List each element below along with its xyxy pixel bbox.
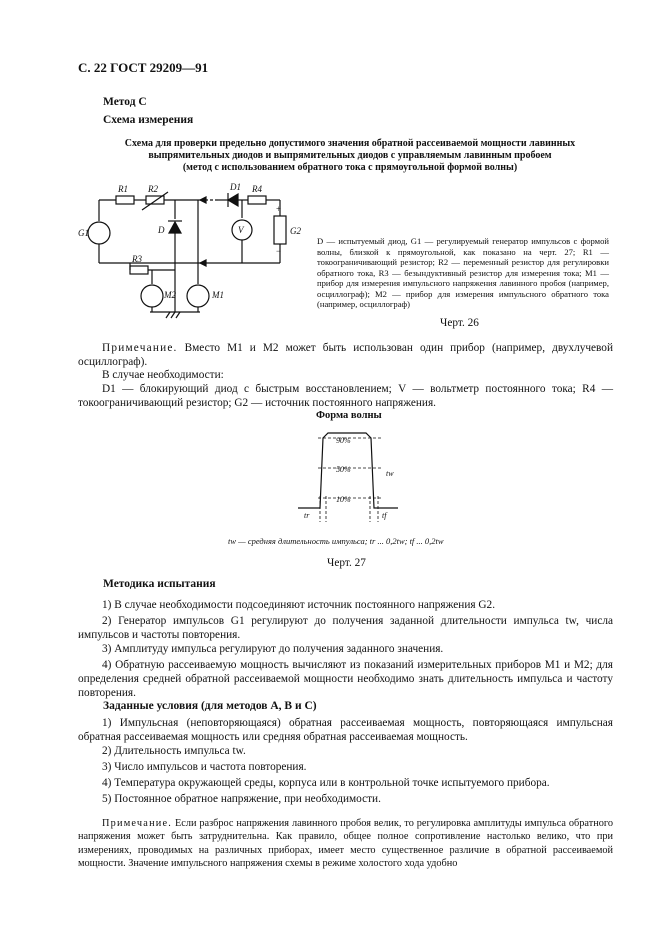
svg-text:D1: D1 [230, 182, 241, 192]
svg-text:G1: G1 [78, 228, 89, 238]
conditions-item-4: 4) Температура окружающей среды, корпуса или в контрольной точке испытуемого прибора. [102, 777, 550, 789]
procedure-title: Методика испытания [103, 578, 216, 590]
svg-text:V: V [238, 225, 244, 235]
note2 [78, 817, 613, 871]
procedure-item-4: 4) Обратную рассеиваемую мощность вычисляют из показаний измерительных приборов M1 и M2; для определения средней обратной рассеиваемой мощности необходимо знать длительность импульса и частоту повторения. [78, 659, 613, 699]
scheme-title: Схема измерения [103, 114, 194, 126]
procedure-item-2: 2) Генератор импульсов G1 регулируют до получения заданной длительности импульса tw, числа импульсов и частоты повторения. [78, 615, 613, 641]
note1-line2: В случае необходимости: [102, 369, 224, 381]
svg-text:tf: tf [382, 511, 387, 520]
figure26-label: Черт. 26 [440, 317, 479, 329]
figure26-caption-line2: выпрямительных диодов и выпрямительных диодов с управляемым лавинным пробоем [148, 150, 552, 161]
svg-text:50%: 50% [336, 465, 351, 474]
svg-text:90%: 90% [336, 436, 351, 445]
note1-label: Примечание. [102, 342, 178, 354]
resistor-r4 [248, 196, 266, 204]
resistor-r1 [116, 196, 134, 204]
note2-label: Примечание. [102, 818, 173, 829]
conditions-title: Заданные условия (для методов А, В и С) [103, 700, 317, 712]
figure26-legend: D — испытуемый диод, G1 — регулируемый генератор импульсов с формой волны, близкой к прямоугольной, как показано на черт. 27; R1 — токоограничивающий резистор; R2 — переменный резистор для регулировки обратного тока, R3 — безындуктивный резистор для измерения тока; M1 — прибор для измерения импульсного напряжения лавинного пробоя (например, осциллограф); M2 — прибор для измерения импульсного обратного тока (например, осциллограф) [317, 236, 609, 309]
figure26-caption-line1: Схема для проверки предельно допустимого значения обратной рассеиваемой мощности лавинных [124, 138, 576, 149]
figure27-label: Черт. 27 [327, 557, 366, 569]
svg-text:+: + [276, 204, 282, 214]
note2-text: Если разброс напряжения лавинного пробоя велик, то регулировка амплитуды импульса обратного напряжения может быть затруднительна. Как правило, общее полное сопротивление настолько велико, что при измерениях, проводимых на различных приборах, имеет место существенное различие в обратной рассеиваемой мощности. Значение импульсного напряжения схемы в режиме холостого хода удобно [78, 818, 613, 870]
svg-text:R3: R3 [132, 254, 142, 264]
conditions-item-2: 2) Длительность импульса tw. [102, 745, 246, 757]
svg-text:tr: tr [304, 511, 310, 520]
circuit-diagram [70, 178, 310, 328]
figure26-caption-line3: (метод с использованием обратного тока с прямоугольной формой волны) [182, 162, 518, 173]
note1-text: Вместо M1 и M2 может быть использован один прибор (например, двухлучевой осциллограф). [78, 342, 613, 368]
svg-text:R1: R1 [118, 184, 128, 194]
svg-text:tw: tw [386, 469, 394, 478]
diode-d [169, 222, 181, 233]
note1-line3: D1 — блокирующий диод с быстрым восстановлением; V — вольтметр постоянного тока; R4 — токоограничивающий резистор; G2 — источник постоянного напряжения. [78, 383, 613, 409]
meter-m1 [187, 285, 209, 307]
method-title: Метод С [103, 96, 147, 108]
page-header: С. 22 ГОСТ 29209—91 [78, 60, 209, 75]
conditions-item-5: 5) Постоянное обратное напряжение, при необходимости. [102, 793, 381, 805]
resistor-r3 [130, 266, 148, 274]
svg-text:10%: 10% [336, 495, 351, 504]
svg-text:D: D [158, 225, 165, 235]
svg-text:R2: R2 [148, 184, 158, 194]
figure27-title: Форма волны [316, 410, 382, 421]
procedure-item-1: 1) В случае необходимости подсоединяют источник постоянного напряжения G2. [102, 599, 496, 611]
source-g2 [274, 216, 286, 244]
conditions-item-1: 1) Импульсная (неповторяющаяся) обратная рассеиваемая мощность, повторяющаяся импульсная обратная рассеиваемая мощность или средняя обратная рассеиваемая мощность. [78, 717, 613, 743]
svg-text:−: − [276, 246, 282, 256]
note1 [78, 341, 613, 369]
meter-m2 [141, 285, 163, 307]
svg-text:M2: M2 [164, 290, 176, 300]
svg-text:G2: G2 [290, 226, 301, 236]
generator-g1 [88, 222, 110, 244]
procedure-item-3: 3) Амплитуду импульса регулируют до получения заданного значения. [102, 643, 444, 655]
svg-text:R4: R4 [252, 184, 262, 194]
figure27-caption: tw — средняя длительность импульса; tr ... 0,2tw; tf ... 0,2tw [228, 536, 444, 546]
waveform-diagram [290, 426, 410, 526]
svg-text:M1: M1 [212, 290, 224, 300]
conditions-item-3: 3) Число импульсов и частота повторения. [102, 761, 307, 773]
diode-d1 [228, 194, 238, 206]
